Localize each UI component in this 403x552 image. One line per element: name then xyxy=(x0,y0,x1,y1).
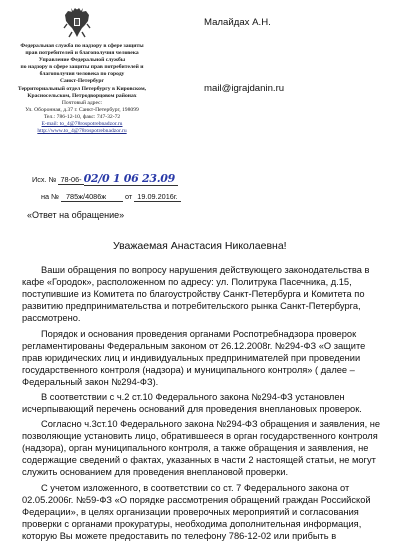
body-line: проверки с органами прокуратуры, необходима дополнительная информация, xyxy=(22,519,362,529)
incoming-number: 785ж/4086ж xyxy=(61,192,123,202)
body-line: 02.05.2006г. №59-ФЗ «О порядке рассмотрения обращений граждан Российской xyxy=(22,495,371,505)
letter-greeting: Уважаемая Анастасия Николаевна! xyxy=(113,240,287,252)
body-line: (надзора), орган муниципального контроля, а также обращения и заявления, не xyxy=(22,443,369,453)
header-line-phone: Тел.: 786-12-10, факс: 747-32-72 xyxy=(43,113,121,120)
header-line-postal-label: Почтовый адрес: xyxy=(61,99,103,106)
incoming-date: 19.09.2016г. xyxy=(134,192,180,202)
body-line: Порядок и основания проведения органами Роспотребнадзора проверок xyxy=(41,329,357,339)
body-line: Согласно ч.3ст.10 Федерального закона №294-ФЗ обращения и заявления, не xyxy=(41,419,381,429)
letter-subject: «Ответ на обращение» xyxy=(27,210,125,220)
body-line: исчерпывающий перечень оснований для проведения внеплановых проверок. xyxy=(22,404,362,414)
incoming-date-label: от xyxy=(125,192,133,201)
body-line: С учетом изложенного, в соответствии со ст. 7 Федерального закона от xyxy=(41,483,350,493)
body-line: поступившие из Комитета по благоустройству Санкт-Петербурга и Комитета по xyxy=(22,289,365,299)
body-line: Федеральный закон №294-ФЗ). xyxy=(22,377,159,387)
body-line: рассмотрено. xyxy=(22,313,81,323)
header-line-department-1: Территориальный отдел Петербургу в Кировском, xyxy=(17,85,147,92)
header-line-agency-2: прав потребителей и благополучия человека xyxy=(25,50,139,57)
body-line: содержащие сведений о фактах, указанных в части 2 настоящей статьи, не могут xyxy=(22,455,376,465)
body-line: позволяющие установить лицо, обратившееся в орган государственного контроля xyxy=(22,431,378,441)
body-line: регламентированы Федеральным законом от 26.12.2008г. №294-ФЗ «О защите xyxy=(22,341,366,351)
body-line: государственного контроля (надзора) и муниципального контроля» ( далее – xyxy=(22,365,355,375)
body-line: кафе «Городок», расположенном по адресу: ул. Политрука Пасечника, д.15, xyxy=(22,277,352,287)
header-line-department-2: Красносельском, Петродворцовом районах xyxy=(27,92,137,99)
header-line-agency-5: благополучия человека по городу xyxy=(39,71,125,78)
body-line: развитию предпринимательства и потребительского рынка Санкт-Петербурга, xyxy=(22,301,361,311)
body-line: Федерации», в целях организации проверочных мероприятий и согласования xyxy=(22,507,359,517)
header-web-link[interactable]: http://www.to_4@78rospotrebnadzor.ru xyxy=(37,128,127,135)
header-line-agency-3: Управление Федеральной службы xyxy=(38,57,126,64)
addressee-name: Малайдах А.Н. xyxy=(204,17,271,28)
addressee-email: mail@igrajdanin.ru xyxy=(204,83,285,94)
header-email-link[interactable]: E-mail: to_4@78rospotrebnadzor.ru xyxy=(41,121,123,128)
body-line: В соответствии с ч.2 ст.10 Федерального закона №294-ФЗ установлен xyxy=(41,392,345,402)
header-line-agency-4: по надзору в сфере защиты прав потребителей и xyxy=(20,64,144,71)
incoming-label: на № xyxy=(41,192,59,201)
body-line: прав юридических лиц и индивидуальных предпринимателей при проведении xyxy=(22,353,361,363)
body-line: которую Вы можете предоставить по телефону 786-12-02 или прибыть в xyxy=(22,531,337,541)
body-line: служить основанием для проведения внеплановой проверки. xyxy=(22,467,289,477)
outgoing-prefix: 78-06- xyxy=(60,175,82,184)
body-line: Ваши обращения по вопросу нарушения действующего законодательства в xyxy=(41,265,370,275)
header-line-city: Санкт-Петербург xyxy=(59,78,105,85)
header-line-address: Ул. Оборонная, д.37 г. Санкт-Петербург, 198099 xyxy=(25,106,139,113)
header-line-agency-1: Федеральная служба по надзору в сфере защиты xyxy=(20,43,144,49)
outgoing-handwritten-number: 02/0 1 06 23.09 xyxy=(84,172,178,186)
outgoing-label: Исх. № xyxy=(32,175,57,184)
